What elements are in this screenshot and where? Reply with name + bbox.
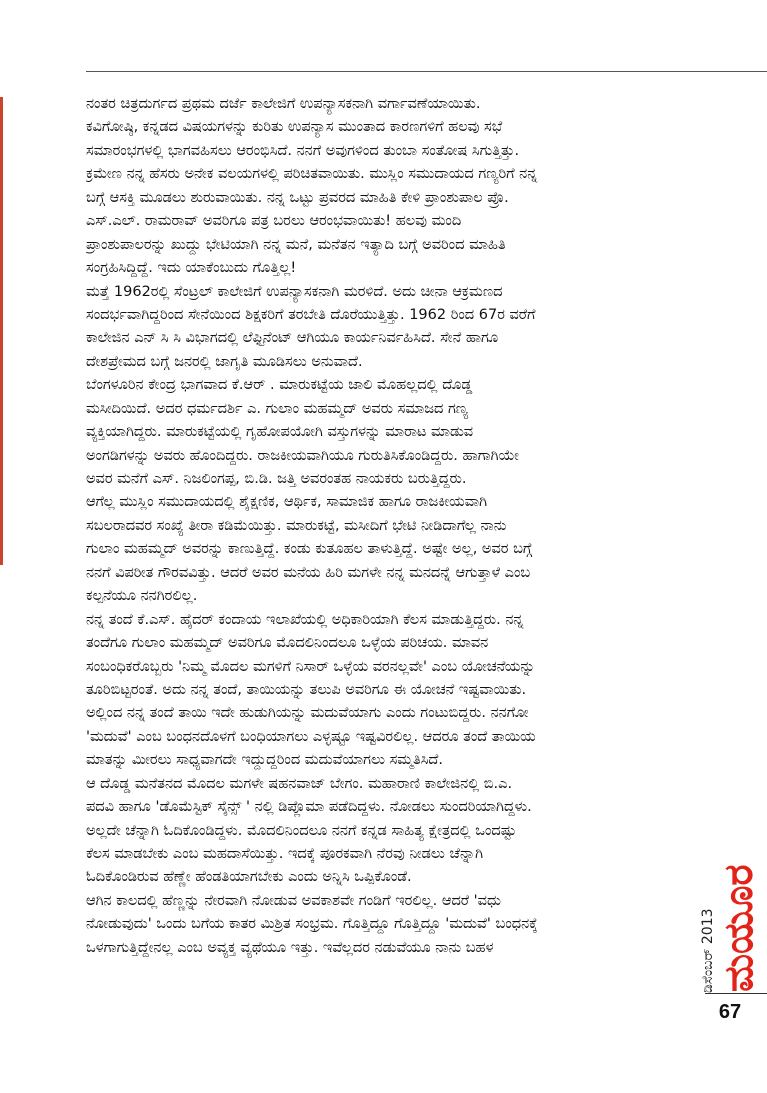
text-line: ಪ್ರಾಂಶುಪಾಲರನ್ನು ಖುದ್ದು ಭೇಟಿಯಾಗಿ ನನ್ನ ಮನೆ, ಮನೆತನ ಇತ್ಯಾದಿ ಬಗ್ಗೆ ಅವರಿಂದ ಮಾಹಿತಿ xyxy=(86,236,506,253)
text-line: ಮಾತನ್ನು ಮೀರಲು ಸಾಧ್ಯವಾಗದೇ ಇದ್ದುದ್ದರಿಂದ ಮದುವೆಯಾಗಲು ಸಮ್ಮತಿಸಿದೆ. xyxy=(86,752,443,769)
text-line: ತಂದೆಗೂ ಗುಲಾಂ ಮಹಮ್ಮದ್ ಅವರಿಗೂ ಮೊದಲಿನಿಂದಲೂ ಒಳ್ಳೆಯ ಪರಿಚಯ. ಮಾವನ xyxy=(86,635,489,652)
text-line: ದೇಶಪ್ರೇಮದ ಬಗ್ಗೆ ಜನರಲ್ಲಿ ಜಾಗೃತಿ ಮೂಡಿಸಲು ಅನುವಾದೆ. xyxy=(86,353,363,370)
text-line: ಮಸೀದಿಯಿದೆ. ಅದರ ಧರ್ಮದರ್ಶಿ ಎ. ಗುಲಾಂ ಮಹಮ್ಮದ್ ಅವರು ಸಮಾಜದ ಗಣ್ಯ xyxy=(86,400,469,417)
text-line: ಅವರ ಮನೆಗೆ ಎಸ್. ನಿಜಲಿಂಗಪ್ಪ, ಬಿ.ಡಿ. ಜತ್ತಿ ಅವರಂತಹ ನಾಯಕರು ಬರುತ್ತಿದ್ದರು. xyxy=(86,471,467,487)
text-line: ನನಗೆ ವಿಪರೀತ ಗೌರವವಿತ್ತು. ಆದರೆ ಅವರ ಮನೆಯ ಹಿರಿ ಮಗಳೇ ನನ್ನ ಮನದನ್ನೆ ಆಗುತ್ತಾಳೆ ಎಂಬ xyxy=(86,564,531,581)
text-line: ಕೆಲಸ ಮಾಡಬೇಕು ಎಂಬ ಮಹದಾಸೆಯಿತ್ತು. ಇದಕ್ಕೆ ಪೂರಕವಾಗಿ ನೆರವು ನೀಡಲು ಚೆನ್ನಾಗಿ xyxy=(86,846,484,862)
text-line: ಒಳಗಾಗುತ್ತಿದ್ದೇನಲ್ಲ ಎಂಬ ಅವ್ಯಕ್ತ ವ್ಯಥೆಯೂ ಇತ್ತು. ಇವೆಲ್ಲದರ ನಡುವೆಯೂ ನಾನು ಬಹಳ xyxy=(86,939,494,956)
page-number: 67 xyxy=(718,1001,742,1023)
text-line: ಕಲ್ಪನೆಯೂ ನನಗಿರಲಿಲ್ಲ. xyxy=(86,588,198,605)
text-line: ಅಲ್ಲಿಂದ ನನ್ನ ತಂದೆ ತಾಯಿ ಇದೇ ಹುಡುಗಿಯನ್ನು ಮದುವೆಯಾಗು ಎಂದು ಗಂಟುಬಿದ್ದರು. ನನಗೋ xyxy=(86,705,529,722)
text-line: ಆಗೆಲ್ಲ ಮುಸ್ಲಿಂ ಸಮುದಾಯದಲ್ಲಿ ಶೈಕ್ಷಣಿಕ, ಆರ್ಥಿಕ, ಸಾಮಾಜಿಕ ಹಾಗೂ ರಾಜಕೀಯವಾಗಿ xyxy=(86,494,488,511)
text-line: ಮತ್ತೆ 1962ರಲ್ಲಿ ಸೆಂಟ್ರಲ್ ಕಾಲೇಜಿಗೆ ಉಪನ್ಯಾಸಕನಾಗಿ ಮರಳಿದೆ. ಅದು ಚೀನಾ ಆಕ್ರಮಣದ xyxy=(86,283,503,300)
text-line: ಸಂದರ್ಭವಾಗಿದ್ದರಿಂದ ಸೇನೆಯಿಂದ ಶಿಕ್ಷಕರಿಗೆ ತರಬೇತಿ ದೊರೆಯುತ್ತಿತ್ತು. 1962 ರಿಂದ 67ರ ವರೆಗೆ xyxy=(86,306,536,323)
article-body xyxy=(86,93,698,960)
text-line: 'ಮದುವೆ' ಎಂಬ ಬಂಧನದೊಳಗೆ ಬಂಧಿಯಾಗಲು ಎಳ್ಳಷ್ಟೂ ಇಷ್ಟವಿರಲಿಲ್ಲ. ಆದರೂ ತಂದೆ ತಾಯಿಯ xyxy=(86,728,536,745)
text-line: ನೋಡುವುದು' ಒಂದು ಬಗೆಯ ಕಾತರ ಮಿಶ್ರಿತ ಸಂಭ್ರಮ. ಗೊತ್ತಿದ್ದೂ ಗೊತ್ತಿದ್ದೂ 'ಮದುವೆ' ಬಂಧನಕ್ಕೆ xyxy=(86,916,538,933)
text-line: ನನ್ನ ತಂದೆ ಕೆ.ಎಸ್. ಹೈದರ್ ಕಂದಾಯ ಇಲಾಖೆಯಲ್ಲಿ ಅಧಿಕಾರಿಯಾಗಿ ಕೆಲಸ ಮಾಡುತ್ತಿದ್ದರು. ನನ್ನ xyxy=(86,611,524,628)
text-line: ಕಾಲೇಜಿನ ಎನ್ ಸಿ ಸಿ ವಿಭಾಗದಲ್ಲಿ ಲೆಫ್ಟಿನೆಂಟ್ ಆಗಿಯೂ ಕಾರ್ಯನಿರ್ವಹಿಸಿದೆ. ಸೇನೆ ಹಾಗೂ xyxy=(86,330,499,347)
text-line: ಕವಿಗೋಷ್ಠಿ, ಕನ್ನಡದ ವಿಷಯಗಳನ್ನು ಕುರಿತು ಉಪನ್ಯಾಸ ಮುಂತಾದ ಕಾರಣಗಳಿಗೆ ಹಲವು ಸಭೆ xyxy=(86,119,503,136)
text-line: ಪದವಿ ಹಾಗೂ 'ಡೊಮೆಸ್ಟಿಕ್ ಸೈನ್ಸ್ ' ನಲ್ಲಿ ಡಿಪ್ಲೊಮಾ ಪಡೆದಿದ್ದಳು. ನೋಡಲು ಸುಂದರಿಯಾಗಿದ್ದಳು. xyxy=(86,799,532,816)
left-color-bar xyxy=(0,97,3,565)
footer-rule xyxy=(705,993,767,994)
text-line: ಆಗಿನ ಕಾಲದಲ್ಲಿ ಹೆಣ್ಣನ್ನು ನೇರವಾಗಿ ನೋಡುವ ಅವಕಾಶವೇ ಗಂಡಿಗೆ ಇರಲಿಲ್ಲ. ಆದರೆ 'ವಧು xyxy=(86,892,501,909)
text-line: ಸಂಗ್ರಹಿಸಿದ್ದಿದ್ದೆ. ಇದು ಯಾಕೆಂಬುದು ಗೊತ್ತಿಲ್ಲ! xyxy=(86,260,297,277)
text-line: ಆ ದೊಡ್ಡ ಮನೆತನದ ಮೊದಲ ಮಗಳೇ ಷಹನವಾಜ್ ಬೇಗಂ. ಮಹಾರಾಣಿ ಕಾಲೇಜಿನಲ್ಲಿ ಬಿ.ಎ. xyxy=(86,775,513,792)
text-line: ಓದಿಕೊಂಡಿರುವ ಹೆಣ್ಣೇ ಹೆಂಡತಿಯಾಗಬೇಕು ಎಂದು ಅನ್ನಿಸಿ ಒಪ್ಪಿಕೊಂಡೆ. xyxy=(86,869,412,886)
issue-date: ಡಿಸೆಂಬರ್ 2013 xyxy=(700,908,716,993)
text-line: ವ್ಯಕ್ತಿಯಾಗಿದ್ದರು. ಮಾರುಕಟ್ಟೆಯಲ್ಲಿ ಗೃಹೋಪಯೋಗಿ ವಸ್ತುಗಳನ್ನು ಮಾರಾಟ ಮಾಡುವ xyxy=(86,424,474,441)
logo-text: ಮಯೂರ xyxy=(716,864,760,992)
text-line: ಸಂಬಂಧಿಕರೊಬ್ಬರು 'ನಿಮ್ಮ ಮೊದಲ ಮಗಳಿಗೆ ನಿಸಾರ್ ಒಳ್ಳೆಯ ವರನಲ್ಲವೇ' ಎಂಬ ಯೋಚನೆಯನ್ನು xyxy=(86,658,536,675)
top-rule xyxy=(86,71,767,72)
text-line: ಬಗ್ಗೆ ಆಸಕ್ತಿ ಮೂಡಲು ಶುರುವಾಯಿತು. ನನ್ನ ಒಟ್ಟು ಪ್ರವರದ ಮಾಹಿತಿ ಕೇಳಿ ಪ್ರಾಂಶುಪಾಲ ಪ್ರೊ. xyxy=(86,189,509,206)
text-line: ಸಮಾರಂಭಗಳಲ್ಲಿ ಭಾಗವಹಿಸಲು ಆರಂಭಿಸಿದೆ. ನನಗೆ ಅವುಗಳಿಂದ ತುಂಬಾ ಸಂತೋಷ ಸಿಗುತ್ತಿತ್ತು. xyxy=(86,142,520,159)
text-line: ತೂರಿಬಿಟ್ಟರಂತೆ. ಅದು ನನ್ನ ತಂದೆ, ತಾಯಿಯನ್ನು ತಲುಪಿ ಅವರಿಗೂ ಈ ಯೋಚನೆ ಇಷ್ಟವಾಯಿತು. xyxy=(86,681,527,698)
text-line: ಅಲ್ಲದೇ ಚೆನ್ನಾಗಿ ಓದಿಕೊಂಡಿದ್ದಳು. ಮೊದಲಿನಿಂದಲೂ ನನಗೆ ಕನ್ನಡ ಸಾಹಿತ್ಯ ಕ್ಷೇತ್ರದಲ್ಲಿ ಒಂದಷ್ಟು xyxy=(86,822,517,839)
text-line: ಎಸ್.ಎಲ್. ರಾಮರಾವ್ ಅವರಿಗೂ ಪತ್ರ ಬರಲು ಆರಂಭವಾಯಿತು! ಹಲವು ಮಂದಿ xyxy=(86,213,462,230)
text-line: ಬೆಂಗಳೂರಿನ ಕೇಂದ್ರ ಭಾಗವಾದ ಕೆ.ಆರ್ . ಮಾರುಕಟ್ಟೆಯ ಜಾಲಿ ಮೊಹಲ್ಲದಲ್ಲಿ ದೊಡ್ಡ xyxy=(86,377,473,394)
text-line: ಗುಲಾಂ ಮಹಮ್ಮದ್ ಅವರನ್ನು ಕಾಣುತ್ತಿದ್ದೆ. ಕಂಡು ಕುತೂಹಲ ತಾಳುತ್ತಿದ್ದೆ. ಅಷ್ಟೇ ಅಲ್ಲ, ಅವರ ಬಗ್ಗೆ xyxy=(86,541,533,558)
text-line: ಅಂಗಡಿಗಳನ್ನು ಅವರು ಹೊಂದಿದ್ದರು. ರಾಜಕೀಯವಾಗಿಯೂ ಗುರುತಿಸಿಕೊಂಡಿದ್ದರು. ಹಾಗಾಗಿಯೇ xyxy=(86,447,519,464)
text-line: ಸಬಲರಾದವರ ಸಂಖ್ಯೆ ತೀರಾ ಕಡಿಮೆಯಿತ್ತು. ಮಾರುಕಟ್ಟೆ, ಮಸೀದಿಗೆ ಭೇಟಿ ನೀಡಿದಾಗೆಲ್ಲ ನಾನು xyxy=(86,517,507,534)
text-line: ನಂತರ ಚಿತ್ರದುರ್ಗದ ಪ್ರಥಮ ದರ್ಜೆ ಕಾಲೇಜಿಗೆ ಉಪನ್ಯಾಸಕನಾಗಿ ವರ್ಗಾವಣೆಯಾಯಿತು. xyxy=(86,96,481,112)
text-line: ಕ್ರಮೇಣ ನನ್ನ ಹೆಸರು ಅನೇಕ ವಲಯಗಳಲ್ಲಿ ಪರಿಚಿತವಾಯಿತು. ಮುಸ್ಲಿಂ ಸಮುದಾಯದ ಗಣ್ಯರಿಗೆ ನನ್ನ xyxy=(86,166,538,183)
